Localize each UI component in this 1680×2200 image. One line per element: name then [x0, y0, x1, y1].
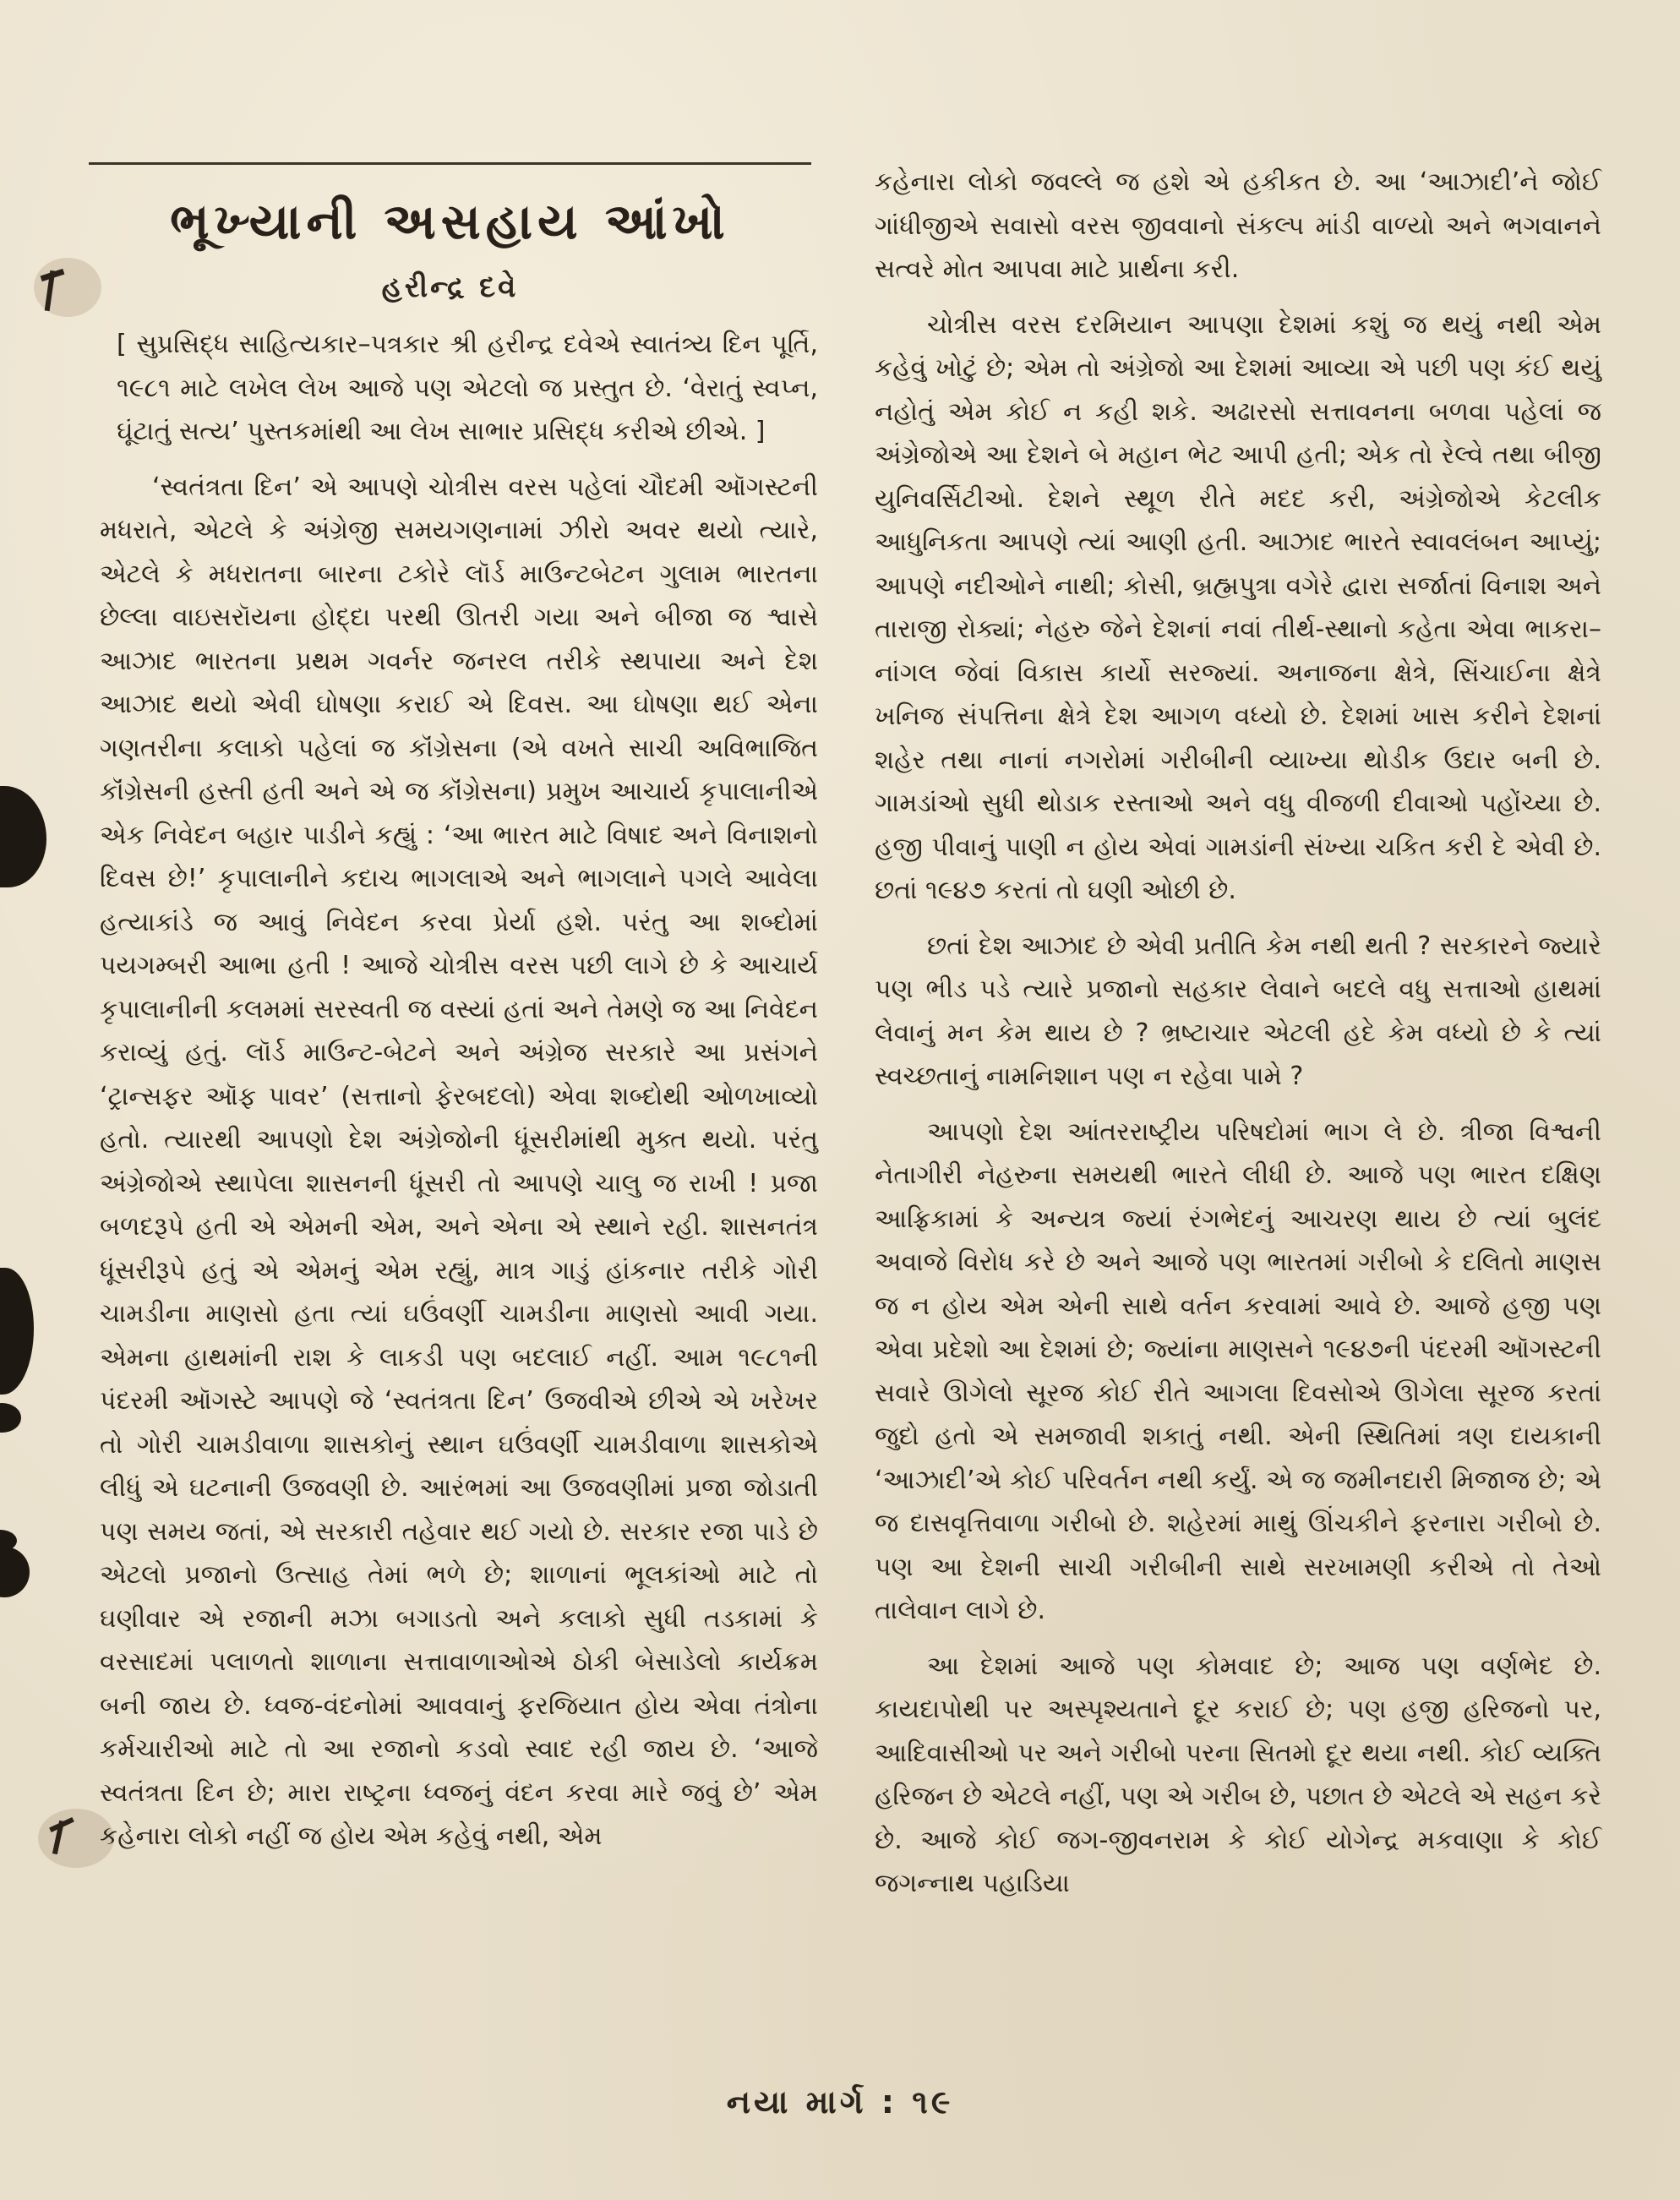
- body-paragraph: કહેનારા લોકો જવલ્લે જ હશે એ હકીકત છે. આ ‘આઝાદી’ને જોઈ ગાંધીજીએ સવાસો વરસ જીવવાનો સંકલ્પ માંડી વાળ્યો અને ભગવાનને સત્વરે મોત આપવા માટે પ્રાર્થના કરી.: [875, 167, 1601, 284]
- article-title: ભૂખ્યાની અસહાય આંખો: [170, 193, 730, 250]
- body-paragraph: આ દેશમાં આજે પણ કોમવાદ છે; આજ પણ વર્ણભેદ છે. કાયદાપોથી પર અસ્પૃશ્યતાને દૂર કરાઈ છે; પણ હજી હરિજનો પર, આદિવાસીઓ પર અને ગરીબો પરના સિતમો દૂર થયા નથી. કોઈ વ્યક્તિ હરિજન છે એટલે નહીં, પણ એ ગરીબ છે, પછાત છે એટલે એ સહન કરે છે. આજે કોઈ જગ-જીવનરામ કે કોઈ યોગેન્દ્ર મકવાણા કે કોઈ જગન્નાથ પહાડિયા: [875, 1651, 1601, 1898]
- body-paragraph: છતાં દેશ આઝાદ છે એવી પ્રતીતિ કેમ નથી થતી ? સરકારને જ્યારે પણ ભીડ પડે ત્યારે પ્રજાનો સહકાર લેવાને બદલે વધુ સત્તાઓ હાથમાં લેવાનું મન કેમ થાય છે ? ભ્રષ્ટાચાર એટલી હદે કેમ વધ્યો છે કે ત્યાં સ્વચ્છતાનું નામનિશાન પણ ન રહેવા પામે ?: [875, 931, 1601, 1091]
- title-rule: [89, 162, 811, 165]
- page-damage: [0, 1268, 34, 1395]
- right-column: [875, 161, 1601, 1906]
- page-damage: [0, 1403, 21, 1433]
- intro-note: [ સુપ્રસિદ્ધ સાહિત્યકાર–પત્રકાર શ્રી હરીન્દ્ર દવેએ સ્વાતંત્ર્ય દિન પૂર્તિ, ૧૯૮૧ માટે લખેલ લેખ આજે પણ એટલો જ પ્રસ્તુત છે. ‘વેરાતું સ્વપ્ન, ઘૂંટાતું સત્ય’ પુસ્તકમાંથી આ લેખ સાભાર પ્રસિદ્ધ કરીએ છીએ. ]: [117, 330, 818, 446]
- body-paragraph: ચોત્રીસ વરસ દરમિયાન આપણા દેશમાં કશું જ થયું નથી એમ કહેવું ખોટું છે; એમ તો અંગ્રેજો આ દેશમાં આવ્યા એ પછી પણ કંઈ થયું નહોતું એમ કોઈ ન કહી શકે. અઢારસો સત્તાવનના બળવા પહેલાં જ અંગ્રેજોએ આ દેશને બે મહાન ભેટ આપી હતી; એક તો રેલ્વે તથા બીજી યુનિવર્સિટીઓ. દેશને સ્થૂળ રીતે મદદ કરી, અંગ્રેજોએ કેટલીક આધુનિકતા આપણે ત્યાં આણી હતી. આઝાદ ભારતે સ્વાવલંબન આપ્યું; આપણે નદીઓને નાથી; કોસી, બ્રહ્મપુત્રા વગેરે દ્વારા સર્જાતાં વિનાશ અને તારાજી રોક્યાં; નેહરુ જેને દેશનાં નવાં તીર્થ-સ્થાનો કહેતા એવા ભાકરા–નાંગલ જેવાં વિકાસ કાર્યો સરજ્યાં. અનાજના ક્ષેત્રે, સિંચાઈના ક્ષેત્રે ખનિજ સંપત્તિના ક્ષેત્રે દેશ આગળ વધ્યો છે. દેશમાં ખાસ કરીને દેશનાં શહેર તથા નાનાં નગરોમાં ગરીબીની વ્યાખ્યા થોડીક ઉદાર બની છે. ગામડાંઓ સુધી થોડાક રસ્તાઓ અને વધુ વીજળી દીવાઓ પહોંચ્યા છે. હજી પીવાનું પાણી ન હોય એવાં ગામડાંની સંખ્યા ચકિત કરી દે એવી છે. છતાં ૧૯૪૭ કરતાં તો ઘણી ઓછી છે.: [875, 309, 1601, 905]
- left-column: [100, 323, 818, 1859]
- body-paragraph: આપણો દેશ આંતરરાષ્ટ્રીય પરિષદોમાં ભાગ લે છે. ત્રીજા વિશ્વની નેતાગીરી નેહરુના સમયથી ભારતે લીધી છે. આજે પણ ભારત દક્ષિણ આફ્રિકામાં કે અન્યત્ર જ્યાં રંગભેદનું આચરણ થાય છે ત્યાં બુલંદ અવાજે વિરોધ કરે છે અને આજે પણ ભારતમાં ગરીબો કે દલિતો માણસ જ ન હોય એમ એની સાથે વર્તન કરવામાં આવે છે. આજે હજી પણ એવા પ્રદેશો આ દેશમાં છે; જ્યાંના માણસને ૧૯૪૭ની પંદરમી ઑગસ્ટની સવારે ઊગેલો સૂરજ કોઈ રીતે આગલા દિવસોએ ઊગેલા સૂરજ કરતાં જુદો હતો એ સમજાવી શકાતું નથી. એની સ્થિતિમાં ત્રણ દાયકાની ‘આઝાદી’એ કોઈ પરિવર્તન નથી કર્યું. એ જ જમીનદારી મિજાજ છે; એ જ દાસવૃત્તિવાળા ગરીબો છે. શહેરમાં માથું ઊંચકીને ફરનારા ગરીબો છે. પણ આ દેશની સાચી ગરીબીની સાથે સરખામણી કરીએ તો તેઓ તાલેવાન લાગે છે.: [875, 1116, 1601, 1625]
- page-footer: નયા માર્ગ : ૧૯: [726, 2083, 954, 2121]
- body-paragraph: ‘સ્વતંત્રતા દિન’ એ આપણે ચોત્રીસ વરસ પહેલાં ચૌદમી ઑગસ્ટની મધરાતે, એટલે કે અંગ્રેજી સમયગણનામાં ઝીરો અવર થયો ત્યારે, એટલે કે મધરાતના બારના ટકોરે લૉર્ડ માઉન્ટબેટન ગુલામ ભારતના છેલ્લા વાઇસરૉયના હોદ્દા પરથી ઊતરી ગયા અને બીજા જ શ્વાસે આઝાદ ભારતના પ્રથમ ગવર્નર જનરલ તરીકે સ્થપાયા અને દેશ આઝાદ થયો એવી ઘોષણા કરાઈ એ દિવસ. આ ઘોષણા થઈ એના ગણતરીના કલાકો પહેલાં જ કૉંગ્રેસના (એ વખતે સાચી અવિભાજિત કૉંગ્રેસની હસ્તી હતી અને એ જ કૉંગ્રેસના) પ્રમુખ આચાર્ય કૃપાલાનીએ એક નિવેદન બહાર પાડીને કહ્યું : ‘આ ભારત માટે વિષાદ અને વિનાશનો દિવસ છે!’ કૃપાલાનીને કદાચ ભાગલાએ અને ભાગલાને પગલે આવેલા હત્યાકાંડે જ આવું નિવેદન કરવા પ્રેર્યા હશે. પરંતુ આ શબ્દોમાં પયગમ્બરી આભા હતી ! આજે ચોત્રીસ વરસ પછી લાગે છે કે આચાર્ય કૃપાલાનીની કલમમાં સરસ્વતી જ વસ્યાં હતાં અને તેમણે જ આ નિવેદન કરાવ્યું હતું. લૉર્ડ માઉન્ટ-બેટને અને અંગ્રેજ સરકારે આ પ્રસંગને ‘ટ્રાન્સફર ઑફ પાવર’ (સત્તાનો ફેરબદલો) એવા શબ્દોથી ઓળખાવ્યો હતો. ત્યારથી આપણો દેશ અંગ્રેજોની ધૂંસરીમાંથી મુક્ત થયો. પરંતુ અંગ્રેજોએ સ્થાપેલા શાસનની ધૂંસરી તો આપણે ચાલુ જ રાખી ! પ્રજા બળદરૂપે હતી એ એમની એમ, અને એના એ સ્થાને રહી. શાસનતંત્ર ધૂંસરીરૂપે હતું એ એમનું એમ રહ્યું, માત્ર ગાડું હાંકનાર તરીકે ગોરી ચામડીના માણસો હતા ત્યાં ઘઉંવર્ણી ચામડીના માણસો આવી ગયા. એમના હાથમાંની રાશ કે લાકડી પણ બદલાઈ નહીં. આમ ૧૯૮૧ની પંદરમી ઑગસ્ટે આપણે જે ‘સ્વતંત્રતા દિન’ ઉજવીએ છીએ એ ખરેખર તો ગોરી ચામડીવાળા શાસકોનું સ્થાન ઘઉંવર્ણી ચામડીવાળા શાસકોએ લીધું એ ઘટનાની ઉજવણી છે. આરંભમાં આ ઉજવણીમાં પ્રજા જોડાતી પણ સમય જતાં, એ સરકારી તહેવાર થઈ ગયો છે. સરકાર રજા પાડે છે એટલો પ્રજાનો ઉત્સાહ તેમાં ભળે છે; શાળાનાં ભૂલકાંઓ માટે તો ઘણીવાર એ રજાની મઝા બગાડતો અને કલાકો સુધી તડકામાં કે વરસાદમાં પલાળતો શાળાના સત્તાવાળાઓએ ઠોકી બેસાડેલો કાર્યક્રમ બની જાય છે. ધ્વજ-વંદનોમાં આવવાનું ફરજિયાત હોય એવા તંત્રોના કર્મચારીઓ માટે તો આ રજાનો કડવો સ્વાદ રહી જાય છે. ‘આજે સ્વતંત્રતા દિન છે; મારા રાષ્ટ્રના ધ્વજનું વંદન કરવા મારે જવું છે’ એમ કહેનારા લોકો નહીં જ હોય એમ કહેવું નથી, એમ: [100, 472, 818, 1851]
- page-damage: [0, 786, 46, 887]
- article-author: હરીન્દ્ર દવે: [381, 270, 519, 304]
- page-damage: [0, 1547, 30, 1597]
